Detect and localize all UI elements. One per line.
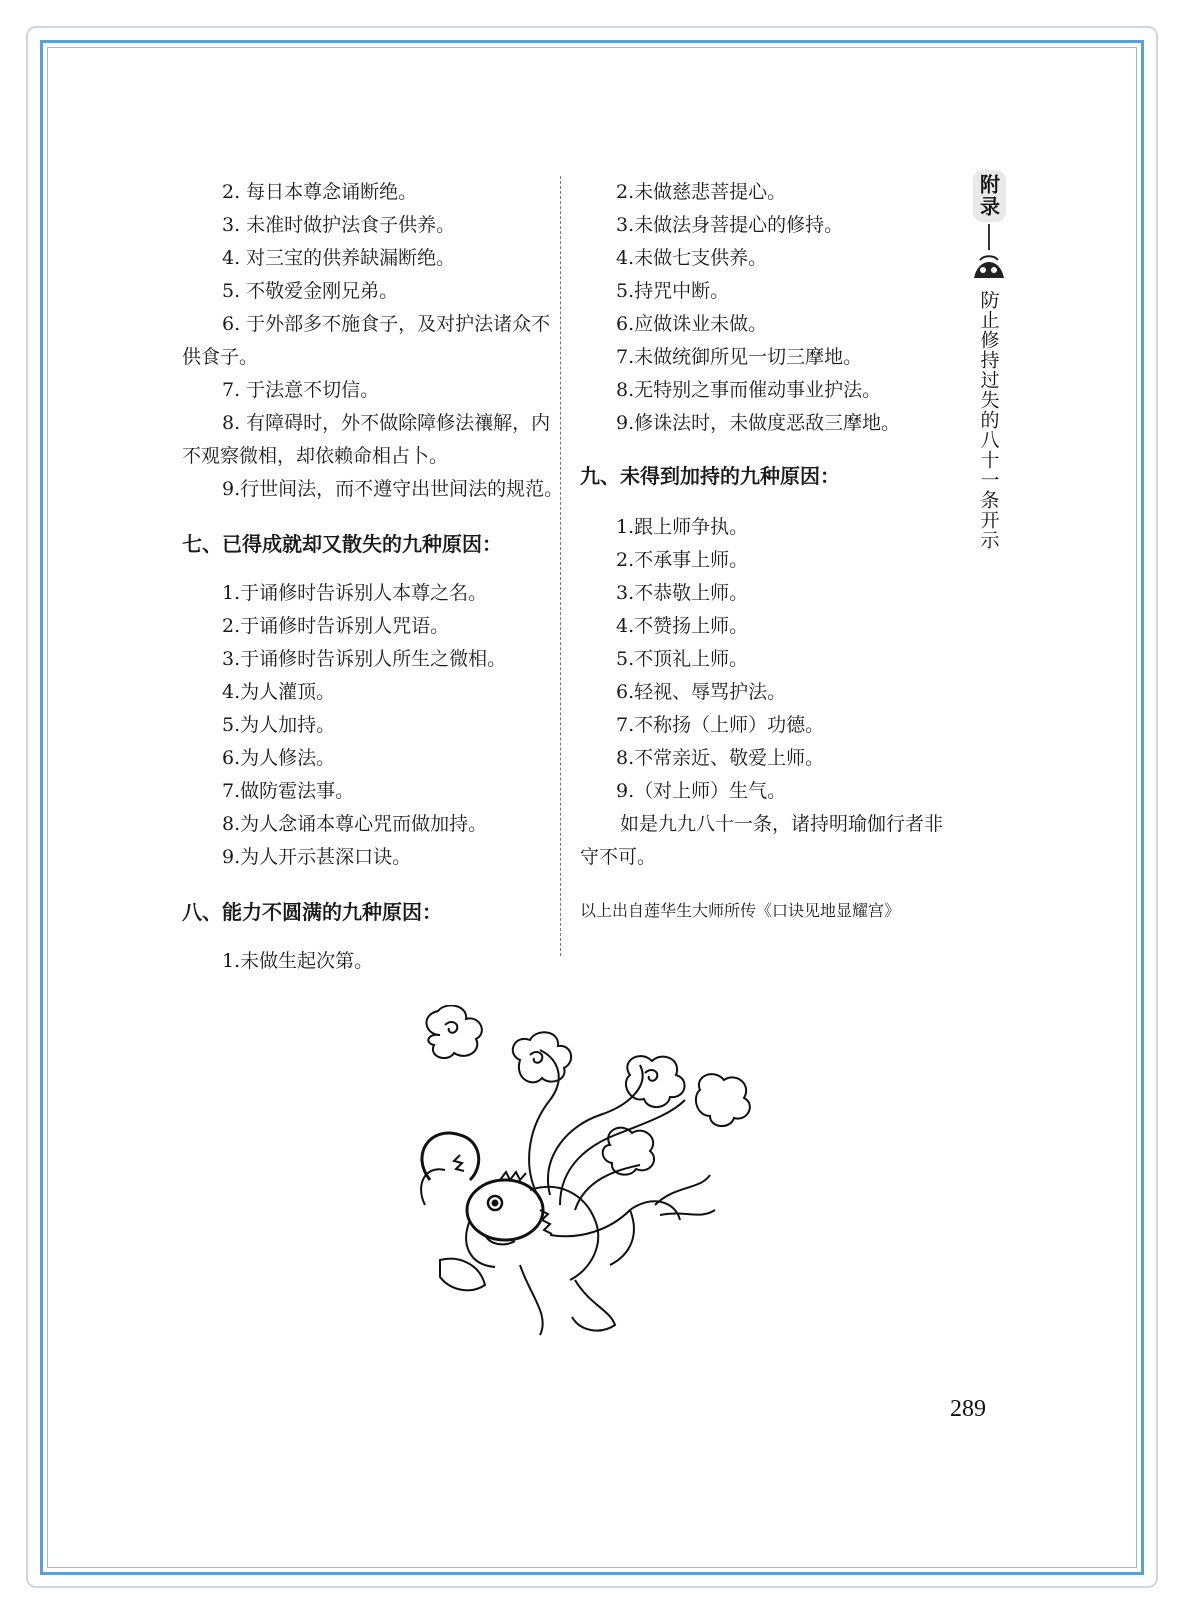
left-column <box>182 176 564 978</box>
list-item: 1.未做生起次第。 <box>222 950 374 972</box>
list-item: 7.不称扬（上师）功德。 <box>616 714 825 736</box>
list-item: 3.于诵修时告诉别人所生之微相。 <box>222 648 507 670</box>
list-item: 6. 于外部多不施食子，及对护法诸众不供食子。 <box>182 313 551 368</box>
list-item: 6.轻视、辱骂护法。 <box>616 681 787 703</box>
list-item: 3.未做法身菩提心的修持。 <box>616 214 844 236</box>
list-item: 2.未做慈悲菩提心。 <box>616 181 787 203</box>
section-heading-9: 九、未得到加持的九种原因： <box>580 464 840 488</box>
list-item: 8.不常亲近、敬爱上师。 <box>616 747 825 769</box>
list-item: 9.（对上师）生气。 <box>616 780 787 802</box>
list-item: 4.为人灌顶。 <box>222 681 336 703</box>
list-item: 5.持咒中断。 <box>616 280 730 302</box>
list-item: 4.不赞扬上师。 <box>616 615 749 637</box>
list-item: 3.不恭敬上师。 <box>616 582 749 604</box>
source-citation: 以上出自莲华生大师所传《口诀见地显耀宫》 <box>580 901 901 920</box>
emblem-icon <box>972 254 1006 284</box>
list-item: 8.无特别之事而催动事业护法。 <box>616 379 882 401</box>
list-item: 3. 未准时做护法食子供养。 <box>222 214 456 236</box>
right-column <box>580 176 950 927</box>
list-item: 1.跟上师争执。 <box>616 516 749 538</box>
list-item: 9.为人开示甚深口诀。 <box>222 846 412 868</box>
tab-divider <box>988 224 990 250</box>
list-item: 6.为人修法。 <box>222 747 336 769</box>
list-item: 2.不承事上师。 <box>616 549 749 571</box>
closing-paragraph: 如是九九八十一条，诸持明瑜伽行者非守不可。 <box>580 813 944 868</box>
list-item: 2. 每日本尊念诵断绝。 <box>222 181 418 203</box>
list-item: 4.未做七支供养。 <box>616 247 768 269</box>
list-item: 8.为人念诵本尊心咒而做加持。 <box>222 813 488 835</box>
list-item: 4. 对三宝的供养缺漏断绝。 <box>222 247 456 269</box>
side-tab <box>966 170 1012 550</box>
snow-lion-illustration <box>400 1005 780 1355</box>
list-item: 7.未做统御所见一切三摩地。 <box>616 346 863 368</box>
section-heading-7: 七、已得成就却又散失的九种原因： <box>182 532 502 556</box>
list-item: 5.不顶礼上师。 <box>616 648 749 670</box>
list-item: 8. 有障碍时，外不做除障修法禳解，内不观察微相，却依赖命相占卜。 <box>182 412 551 467</box>
list-item: 6.应做诛业未做。 <box>616 313 768 335</box>
section-heading-8: 八、能力不圆满的九种原因： <box>182 900 442 924</box>
list-item: 2.于诵修时告诉别人咒语。 <box>222 615 450 637</box>
lion-figure-icon <box>421 1133 715 1335</box>
list-item: 7.做防雹法事。 <box>222 780 355 802</box>
list-item: 9.行世间法，而不遵守出世间法的规范。 <box>222 478 564 500</box>
list-item: 5.为人加持。 <box>222 714 336 736</box>
page-number: 289 <box>950 1396 986 1422</box>
list-item: 1.于诵修时告诉别人本尊之名。 <box>222 582 488 604</box>
appendix-label: 附录 <box>973 170 1006 222</box>
column-divider <box>560 176 561 956</box>
list-item: 9.修诛法时，未做度恶敌三摩地。 <box>616 412 901 434</box>
list-item: 5. 不敬爱金刚兄弟。 <box>222 280 399 302</box>
chapter-title: 防止修持过失的八十一条开示 <box>977 290 1000 550</box>
list-item: 7. 于法意不切信。 <box>222 379 380 401</box>
